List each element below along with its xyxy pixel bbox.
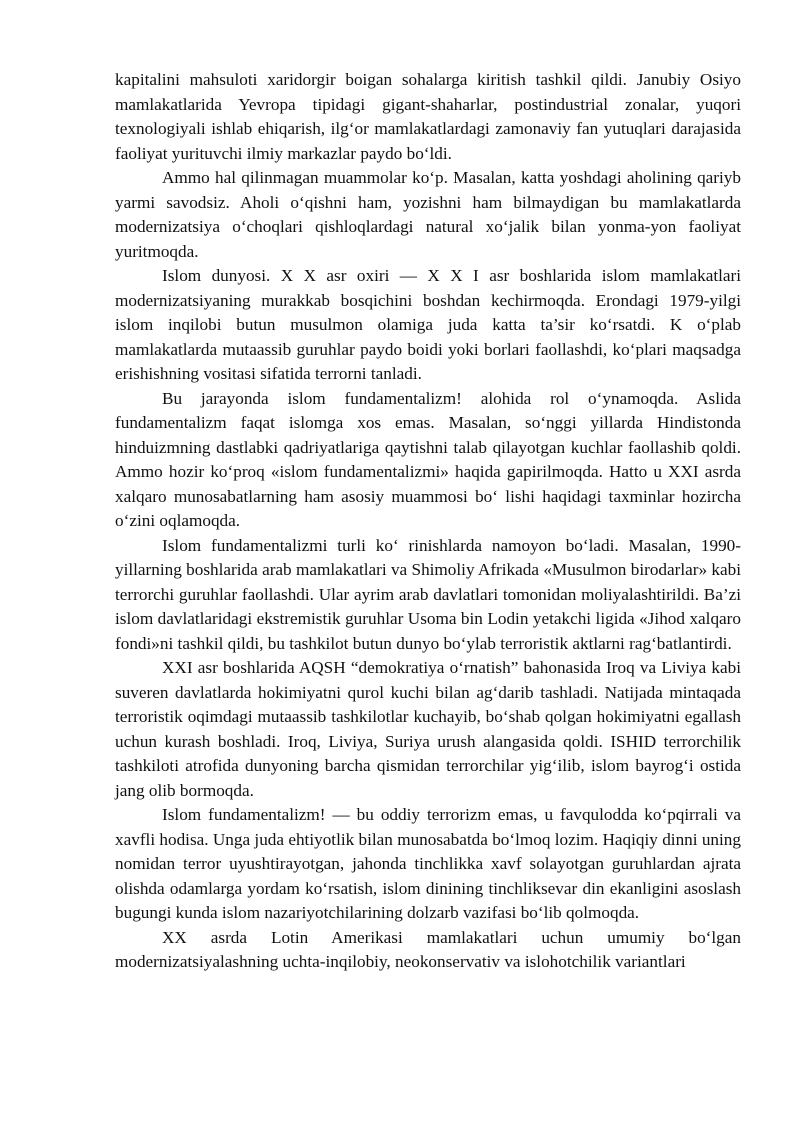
- paragraph-xxi-century: XXI asr boshlarida AQSH “demokratiya o‘rnatish” bahonasida Iroq va Liviya kabi suveren davlatlarda hokimiyatni qurol kuchi bilan ag‘darib tashladi. Natijada mintaqada terroristik oqimdagi mutaassib tashkilotlar kuchayib, bo‘shab qolgan hokimiyatni egallash uchun kurash boshladi. Iroq, Liviya, Suriya urush alangasida qoldi. ISHID terrorchilik tashkiloti atrofida dunyoning barcha qismidan terrorchilar yig‘ilib, islom bayrog‘i ostida jang olib bormoqda.: [115, 658, 741, 800]
- document-page: [115, 68, 741, 975]
- paragraph-fundamentalism-forms: Islom fundamentalizmi turli ko‘ rinishlarda namoyon bo‘ladi. Masalan, 1990-yillarning boshlarida arab mamlakatlari va Shimoliy Afrikada «Musulmon birodarlar» kabi terrorchi guruhlar faollashdi. Ular ayrim arab davlatlari tomonidan moliyalashtirildi. Ba’zi islom davlatlaridagi ekstremistik guruhlar Usoma bin Lodin yetakchi ligida «Jihod xalqaro fondi»ni tashkil qildi, bu tashkilot butun dunyo bo‘ylab terroristik aktlarni rag‘batlantirdi.: [115, 535, 741, 653]
- paragraph-fundamentalism-role: Bu jarayonda islom fundamentalizm! alohida rol o‘ynamoqda. Aslida fundamentalizm faqat islomga xos emas. Masalan, so‘nggi yillarda Hindistonda hinduizmning dastlabki qadriyatlariga qaytishni talab qilayotgan kuchlar faollashib qoldi. Ammo hozir ko‘proq «islom fundamentalizmi» haqida gapirilmoqda. Hatto u XXI asrda xalqaro munosabatlarning ham asosiy muammosi bo‘ lishi haqidagi taxminlar hozircha o‘zini oqlamoqda.: [115, 388, 741, 530]
- paragraph-continuation: kapitalini mahsuloti xaridorgir boigan sohalarga kiritish tashkil qildi. Janubiy Osiyo mamlakatlarida Yevropa tipidagi gigant-shaharlar, postindustrial zonalar, yuqori texnologiyali ishlab ehiqarish, ilg‘or mamlakatlardagi zamonaviy fan yutuqlari darajasida faoliyat yurituvchi ilmiy markazlar paydo bo‘ldi.: [115, 70, 741, 163]
- paragraph-latin-america: XX asrda Lotin Amerikasi mamlakatlari uchun umumiy bo‘lgan modernizatsiyalashning uchta-inqilobiy, neokonservativ va islohotchilik variantlari: [115, 927, 741, 971]
- paragraph-islamic-world: Islom dunyosi. X X asr oxiri — X X I asr boshlarida islom mamlakatlari modernizatsiyaning murakkab bosqichini boshdan kechirmoqda. Erondagi 1979-yilgi islom inqilobi butun musulmon olamiga juda katta ta’sir ko‘rsatdi. K o‘plab mamlakatlarda mutaassib guruhlar paydo boidi yoki borlari faollashdi, ko‘plari maqsadga erishishning vositasi sifatida terrorni tanladi.: [115, 266, 741, 383]
- paragraph-unsolved-problems: Ammo hal qilinmagan muammolar ko‘p. Masalan, katta yoshdagi aholining qariyb yarmi savodsiz. Aholi o‘qishni ham, yozishni ham bilmaydigan bu mamlakatlarda modernizatsiya o‘choqlari qishloqlardagi natural xo‘jalik bilan yonma-yon faoliyat yuritmoqda.: [115, 168, 741, 261]
- paragraph-not-simple-terrorism: Islom fundamentalizm! — bu oddiy terrorizm emas, u favqulodda ko‘pqirrali va xavfli hodisa. Unga juda ehtiyotlik bilan munosabatda bo‘lmoq lozim. Haqiqiy dinni uning nomidan terror uyushtirayotgan, jahonda tinchlikka xavf solayotgan guruhlardan ajrata olishda odamlarga yordam ko‘rsatish, islom dinining tinchliksevar din ekanligini asoslash bugungi kunda islom nazariyotchilarining dolzarb vazifasi bo‘lib qolmoqda.: [115, 805, 741, 922]
